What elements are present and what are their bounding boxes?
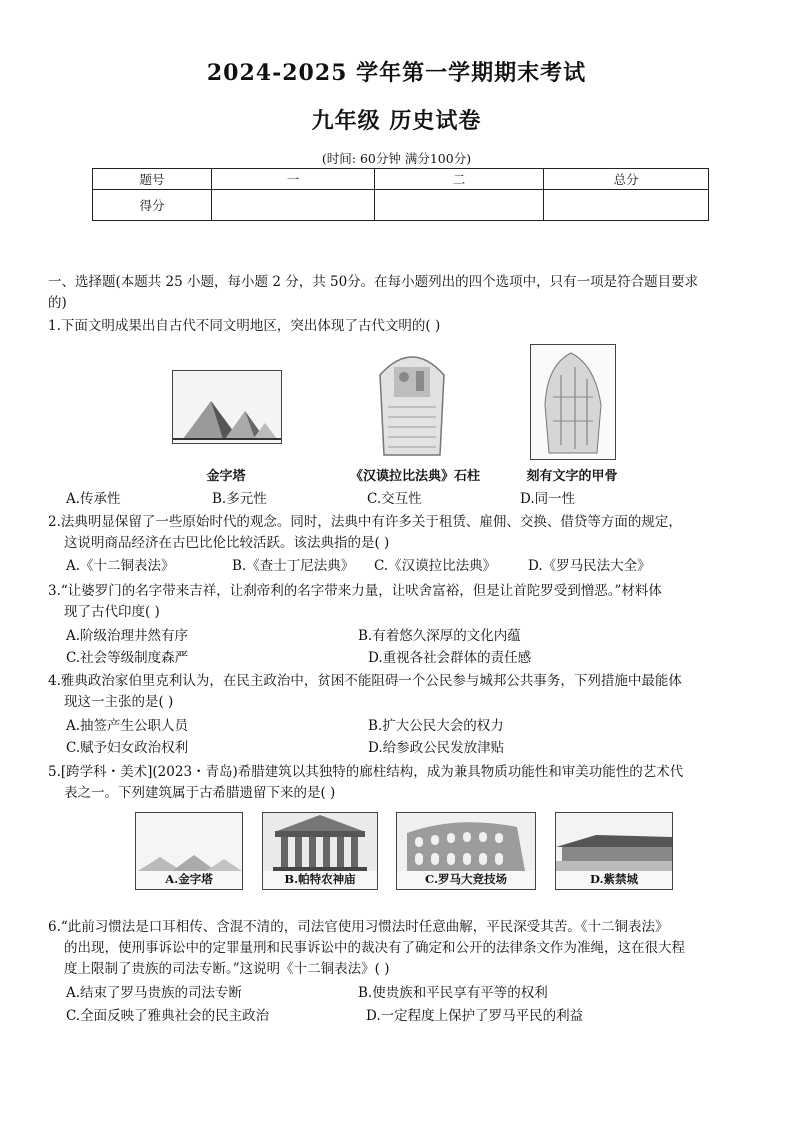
score-header-cell: 一 [212,169,375,190]
pyramid-icon [173,371,281,443]
figure-caption: A.金字塔 [165,872,213,886]
option-d[interactable]: D.一定程度上保护了罗马平民的利益 [366,1008,584,1024]
option-c[interactable]: C.交互性 [367,491,422,507]
option-b-parthenon-image [262,812,378,890]
question-5-stem: 表之一。下列建筑属于古希腊遗留下来的是( ) [64,785,336,801]
pyramid-image [172,370,282,444]
question-2-stem: 这说明商品经济在古巴比伦比较活跃。该法典指的是( ) [64,535,390,551]
option-b[interactable]: B.使贵族和平民享有平等的权利 [358,985,548,1001]
pyramid-icon [136,813,242,871]
score-table-header-row [93,169,709,190]
score-header-cell: 题号 [93,169,212,190]
option-b[interactable]: B.扩大公民大会的权力 [368,718,504,734]
option-c[interactable]: C.《汉谟拉比法典》 [374,558,497,574]
option-b[interactable]: B.《查士丁尼法典》 [232,558,355,574]
question-4-stem: 现这一主张的是( ) [64,694,174,710]
exam-time-info: (时间: 60分钟 满分100分) [321,151,472,166]
option-d-forbidden-city-image [555,812,673,890]
exam-subtitle: 九年级 历史试卷 [311,108,482,134]
option-a[interactable]: A.阶级治理井然有序 [66,628,189,644]
score-row-label: 得分 [93,190,212,221]
question-3-stem: 3.“让婆罗门的名字带来吉祥，让刹帝利的名字带来力量，让吠舍富裕，但是让首陀罗受到憎恶。”材料体 [48,583,662,599]
parthenon-icon [263,813,377,871]
option-a-pyramid-image [135,812,243,890]
question-2-stem: 2.法典明显保留了一些原始时代的观念。同时，法典中有许多关于租赁、雇佣、交换、借贷等方面的规定， [48,514,682,530]
question-6-stem: 的出现，使刑事诉讼中的定罪量刑和民事诉讼中的裁决有了确定和公开的法律条文作为准绳，这在很大程 [64,940,685,956]
colosseum-icon [397,813,535,871]
figure-caption: 金字塔 [206,469,246,484]
option-a[interactable]: A.结束了罗马贵族的司法专断 [66,985,243,1001]
option-c[interactable]: C.社会等级制度森严 [66,650,189,666]
stele-icon [370,345,454,457]
section-intro-line: 的) [48,295,67,311]
exam-title: 2024-2025 学年第一学期期末考试 [206,60,587,86]
option-a[interactable]: A.《十二铜表法》 [66,558,175,574]
score-cell[interactable] [544,190,709,221]
option-d[interactable]: D.同一性 [520,491,576,507]
question-1-stem: 1.下面文明成果出自古代不同文明地区，突出体现了古代文明的( ) [48,318,441,334]
question-6-stem: 6.“此前习惯法是口耳相传、含混不清的，司法官使用习惯法时任意曲解，平民深受其苦。《十二铜表法》 [48,919,669,935]
option-b[interactable]: B.有着悠久深厚的文化内蕴 [358,628,521,644]
figure-caption: 刻有文字的甲骨 [526,469,618,484]
score-cell[interactable] [375,190,544,221]
figure-caption: B.帕特农神庙 [284,872,356,886]
forbidden-city-icon [556,813,672,871]
option-d[interactable]: D.给参政公民发放津贴 [368,740,505,756]
option-a[interactable]: A.传承性 [66,491,121,507]
hammurabi-stele-image [370,345,454,457]
question-4-stem: 4.雅典政治家伯里克利认为，在民主政治中，贫困不能阻碍一个公民参与城邦公共事务，下列措施中最能体 [48,673,682,689]
figure-caption: C.罗马大竞技场 [425,872,507,886]
option-a[interactable]: A.抽签产生公职人员 [66,718,189,734]
score-table-score-row [93,190,709,221]
section-intro-line: 一、选择题(本题共 25 小题，每小题 2 分，共 50分。在每小题列出的四个选项中，只有一项是符合题目要求 [48,274,699,290]
option-d[interactable]: D.《罗马民法大全》 [528,558,651,574]
oracle-bone-image [530,344,616,460]
option-c[interactable]: C.全面反映了雅典社会的民主政治 [66,1008,270,1024]
option-d[interactable]: D.重视各社会群体的责任感 [368,650,532,666]
option-c[interactable]: C.赋予妇女政治权利 [66,740,189,756]
question-6-stem: 度上限制了贵族的司法专断。”这说明《十二铜表法》( ) [64,961,390,977]
score-header-cell: 二 [375,169,544,190]
figure-caption: 《汉谟拉比法典》石柱 [349,469,480,484]
option-b[interactable]: B.多元性 [212,491,267,507]
oracle-bone-icon [531,345,615,459]
option-c-colosseum-image [396,812,536,890]
score-cell[interactable] [212,190,375,221]
score-table [92,168,709,221]
figure-caption: D.紫禁城 [589,872,639,886]
question-5-stem: 5.[跨学科・美术](2023・青岛)希腊建筑以其独特的廊柱结构，成为兼具物质功能性和审美功能性的艺术代 [48,764,684,780]
score-header-cell: 总分 [544,169,709,190]
question-3-stem: 现了古代印度( ) [64,604,160,620]
